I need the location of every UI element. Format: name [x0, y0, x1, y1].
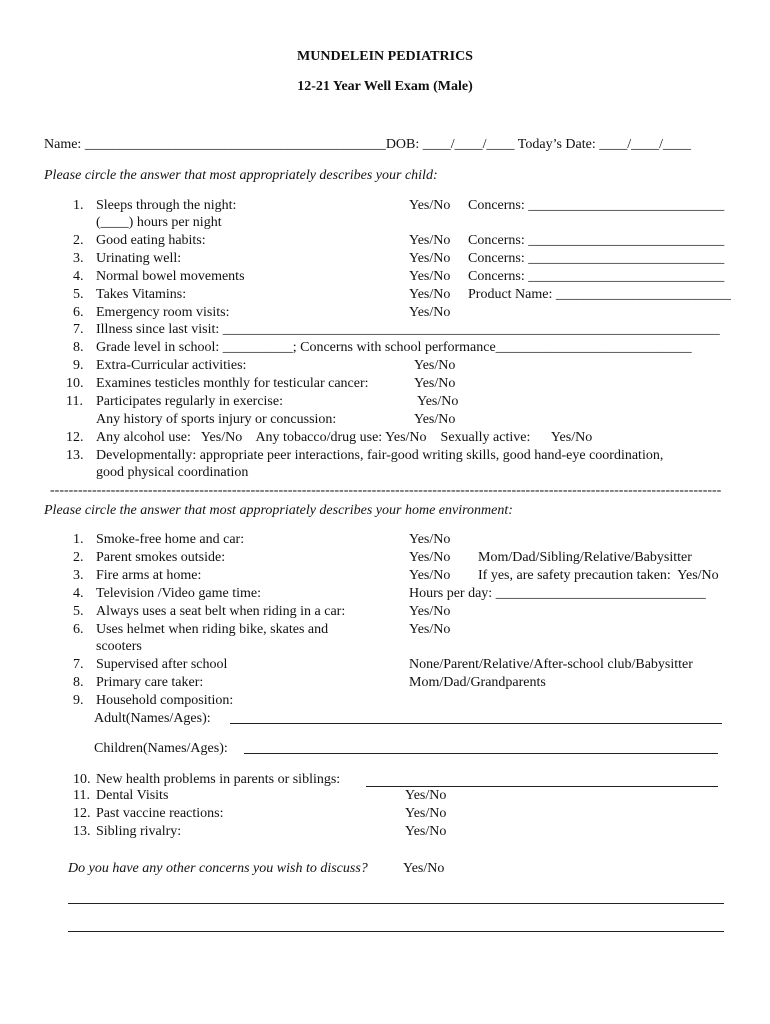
substance-use-line[interactable]: Any alcohol use: Yes/No Any tobacco/drug use: Yes/No Sexually active: Yes/No — [96, 430, 593, 445]
s1-item-num: 9. — [73, 358, 84, 373]
s2-item-question: Fire arms at home: — [96, 568, 202, 583]
s2-item-num: 1. — [73, 532, 84, 547]
s1-item-question: Any history of sports injury or concussion: — [96, 412, 337, 427]
s2-item-num: 8. — [73, 675, 84, 690]
adults-label: Adult(Names/Ages): — [94, 711, 211, 726]
s1-item-question: Urinating well: — [96, 251, 182, 266]
new-health-problems-label: New health problems in parents or siblings: — [96, 772, 341, 787]
section2-instruction: Please circle the answer that most appropriately describes your home environment: — [44, 503, 513, 518]
s2-item-answer[interactable]: Yes/No — [405, 824, 447, 839]
s2-item-who-options[interactable]: Mom/Dad/Sibling/Relative/Babysitter — [478, 550, 692, 565]
s1-item-product-name[interactable]: Product Name: _________________________ — [468, 287, 731, 302]
s1-item-concerns[interactable]: Concerns: ____________________________ — [468, 233, 725, 248]
s1-item-question: Good eating habits: — [96, 233, 206, 248]
practice-name: MUNDELEIN PEDIATRICS — [297, 49, 473, 64]
s2-item-num: 13. — [73, 824, 91, 839]
s2-item-answer[interactable]: Yes/No — [405, 806, 447, 821]
s2-item-question: scooters — [96, 639, 142, 654]
patient-info-line[interactable]: Name: ___________________________________________DOB: ____/____/____ Today’s Date: ____/____/____ — [44, 137, 692, 152]
s2-item-num: 6. — [73, 622, 84, 637]
s2-item-num: 4. — [73, 586, 84, 601]
s2-item-question: Television /Video game time: — [96, 586, 261, 601]
s2-item-question: Dental Visits — [96, 788, 169, 803]
s1-item-answer[interactable]: Yes/No — [409, 269, 451, 284]
s1-item-num: 6. — [73, 305, 84, 320]
s2-item-answer[interactable]: Yes/No — [409, 622, 451, 637]
children-field[interactable] — [244, 753, 718, 754]
s2-item-question: Smoke-free home and car: — [96, 532, 245, 547]
s1-item-num: 5. — [73, 287, 84, 302]
s1-item-num: 12. — [66, 430, 84, 445]
s1-item-num: 1. — [73, 198, 84, 213]
s2-item-question: Always uses a seat belt when riding in a car: — [96, 604, 346, 619]
s1-item-answer[interactable]: Yes/No — [409, 198, 451, 213]
s1-item-num: 13. — [66, 448, 84, 463]
s2-item-answer[interactable]: Yes/No — [409, 532, 451, 547]
s1-item-answer[interactable]: Yes/No — [417, 394, 459, 409]
s1-item-num: 8. — [73, 340, 84, 355]
s1-item-question: Normal bowel movements — [96, 269, 245, 284]
s1-item-num: 2. — [73, 233, 84, 248]
s2-item-num: 11. — [73, 788, 90, 803]
s2-item-question: Primary care taker: — [96, 675, 204, 690]
children-label: Children(Names/Ages): — [94, 741, 228, 756]
s2-item-answer[interactable]: Yes/No — [409, 568, 451, 583]
s1-item-answer[interactable]: Yes/No — [414, 412, 456, 427]
s1-item-num: 10. — [66, 376, 84, 391]
other-concerns-question: Do you have any other concerns you wish to discuss? — [68, 861, 368, 876]
section1-instruction: Please circle the answer that most appropriately describes your child: — [44, 168, 438, 183]
s1-item-answer[interactable]: Yes/No — [409, 305, 451, 320]
s2-item-question: Supervised after school — [96, 657, 228, 672]
s2-item-question: Household composition: — [96, 693, 234, 708]
s1-item-question[interactable]: (____) hours per night — [96, 215, 222, 230]
developmental-line-1: Developmentally: appropriate peer interactions, fair-good writing skills, good hand-eye coordination, — [96, 448, 664, 463]
s1-item-answer[interactable]: Yes/No — [409, 251, 451, 266]
s2-item-num: 2. — [73, 550, 84, 565]
s2-item-answer[interactable]: Yes/No — [405, 788, 447, 803]
s2-item-answer[interactable]: Yes/No — [409, 550, 451, 565]
s1-item-num: 11. — [66, 394, 83, 409]
section-divider: ------------------------------------------------------------------------------------------------------------------------------------------------ — [50, 483, 722, 498]
s2-item-num: 7. — [73, 657, 84, 672]
s1-item-num: 7. — [73, 322, 84, 337]
s2-item-answer[interactable]: Yes/No — [409, 604, 451, 619]
s2-item-num: 9. — [73, 693, 84, 708]
s2-item-question: Uses helmet when riding bike, skates and — [96, 622, 329, 637]
s1-item-num: 4. — [73, 269, 84, 284]
s2-item-question: Past vaccine reactions: — [96, 806, 224, 821]
s1-item-concerns[interactable]: Concerns: ____________________________ — [468, 198, 725, 213]
grade-level-school[interactable]: Grade level in school: __________; Concerns with school performance____________________________ — [96, 340, 692, 355]
s1-item-question: Examines testicles monthly for testicular cancer: — [96, 376, 369, 391]
s1-item-concerns[interactable]: Concerns: ____________________________ — [468, 251, 725, 266]
s1-item-concerns[interactable]: Concerns: ____________________________ — [468, 269, 725, 284]
s1-item-answer[interactable]: Yes/No — [409, 233, 451, 248]
s2-item-safety-precaution[interactable]: If yes, are safety precaution taken: Yes/No — [478, 568, 719, 583]
s1-item-question: Participates regularly in exercise: — [96, 394, 283, 409]
s2-item-question: Sibling rivalry: — [96, 824, 182, 839]
illness-since-last-visit[interactable]: Illness since last visit: _______________________________________________________________________ — [96, 322, 720, 337]
s1-item-question: Emergency room visits: — [96, 305, 230, 320]
s2-item-question: Parent smokes outside: — [96, 550, 226, 565]
s1-item-answer[interactable]: Yes/No — [414, 376, 456, 391]
concerns-line-2[interactable] — [68, 931, 724, 932]
exam-title: 12-21 Year Well Exam (Male) — [297, 79, 473, 94]
s2-supervision-options[interactable]: None/Parent/Relative/After-school club/Babysitter — [409, 657, 693, 672]
adults-field[interactable] — [230, 723, 722, 724]
s2-item-num: 3. — [73, 568, 84, 583]
s1-item-answer[interactable]: Yes/No — [409, 287, 451, 302]
developmental-line-2: good physical coordination — [96, 465, 249, 480]
other-concerns-answer[interactable]: Yes/No — [403, 861, 445, 876]
s2-item-num: 10. — [73, 772, 91, 787]
s1-item-answer[interactable]: Yes/No — [414, 358, 456, 373]
s2-caretaker-options[interactable]: Mom/Dad/Grandparents — [409, 675, 546, 690]
s1-item-question: Sleeps through the night: — [96, 198, 237, 213]
s1-item-num: 3. — [73, 251, 84, 266]
concerns-line-1[interactable] — [68, 903, 724, 904]
s2-item-num: 12. — [73, 806, 91, 821]
s1-item-question: Extra-Curricular activities: — [96, 358, 247, 373]
s2-item-num: 5. — [73, 604, 84, 619]
s1-item-question: Takes Vitamins: — [96, 287, 187, 302]
s2-hours-per-day[interactable]: Hours per day: ______________________________ — [409, 586, 706, 601]
